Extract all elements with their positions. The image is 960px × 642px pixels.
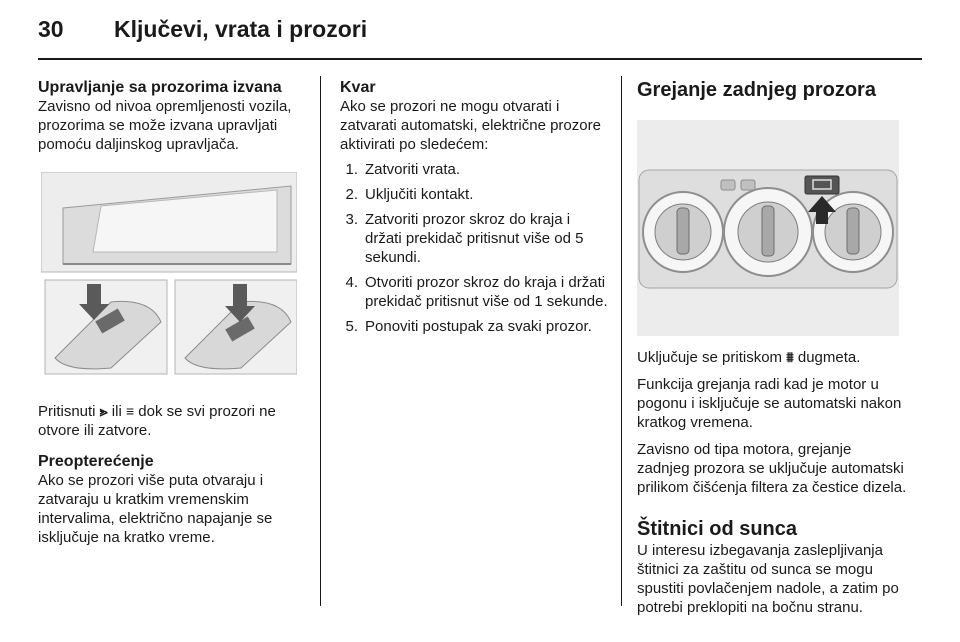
page-number: 30 xyxy=(38,16,64,42)
list-item: 5. Ponoviti postupak za svaki prozor. xyxy=(345,318,592,335)
caption-text-mid: ili xyxy=(111,403,122,420)
caption-text-pre: Pritisnuti xyxy=(38,403,96,420)
list-item: 2. Uključiti kontakt. xyxy=(345,186,474,203)
paragraph-heating-function: Funkcija grejanja radi kad je motor u pogonu i isključuje se automatski nakon kratkog vremena. xyxy=(637,376,902,431)
column-divider-1 xyxy=(320,76,321,606)
activation-text-pre: Uključuje se pritiskom xyxy=(637,349,783,366)
figure-remote-key-illustration xyxy=(41,172,297,390)
activation-text-post: dugmeta. xyxy=(797,349,861,366)
list-item: 1. Zatvoriti vrata. xyxy=(345,161,461,178)
heading-external-window-control: Upravljanje sa prozorima izvana xyxy=(38,79,282,96)
caption-text-post: dok se svi prozori ne otvore ili zatvore. xyxy=(38,403,276,439)
remote-key-illustration xyxy=(41,172,297,390)
column-1 xyxy=(38,78,306,547)
heading-overload: Preopterećenje xyxy=(38,453,154,470)
column-3 xyxy=(637,78,907,617)
climate-control-illustration xyxy=(637,120,899,336)
paragraph-overload: Ako se prozori više puta otvaraju i zatvaraju u kratkim vremenskim intervalima, električno napajanje se isključuje na kratko vreme. xyxy=(38,472,273,546)
column-2 xyxy=(340,78,608,342)
header-rule xyxy=(38,58,922,60)
column-divider-2 xyxy=(621,76,622,606)
paragraph-sun-visors: U interesu izbegavanja zaslepljivanja štitnici za zaštitu od sunca se mogu spustiti povlačenjem nadole, a zatim po potrebi preklopiti na bočnu stranu. xyxy=(637,542,899,616)
figure-climate-control-panel xyxy=(637,120,899,336)
running-title: Ključevi, vrata i prozori xyxy=(114,16,368,42)
list-item: 4. Otvoriti prozor skroz do kraja i držati prekidač pritisnut više od 1 sekunde. xyxy=(345,274,608,310)
caption-remote-instructions xyxy=(38,402,306,440)
page-header xyxy=(38,16,367,50)
heading-malfunction: Kvar xyxy=(340,79,376,96)
paragraph-diesel-filter: Zavisno od tipa motora, grejanje zadnjeg prozora se uključuje automatski prilikom čišćenja filtera za čestice dizela. xyxy=(637,441,907,496)
paragraph-malfunction-intro: Ako se prozori ne mogu otvarati i zatvarati automatski, električne prozore aktivirati po sledećem: xyxy=(340,98,601,153)
paragraph-activation xyxy=(637,348,907,367)
unlock-button-icon: ⪢ xyxy=(99,403,108,419)
lock-button-icon: ≡ xyxy=(125,403,135,419)
heading-sun-visors: Štitnici od sunca xyxy=(637,518,798,540)
list-item: 3. Zatvoriti prozor skroz do kraja i držati prekidač pritisnut više od 5 sekundi. xyxy=(345,211,584,266)
rear-window-heating-icon: ⩩ xyxy=(786,349,794,365)
malfunction-steps-list xyxy=(340,160,608,336)
paragraph-remote-control: Zavisno od nivoa opremljenosti vozila, prozorima se može izvana upravljati pomoću daljinskog upravljača. xyxy=(38,98,292,153)
heading-rear-window-heating: Grejanje zadnjeg prozora xyxy=(637,79,876,101)
